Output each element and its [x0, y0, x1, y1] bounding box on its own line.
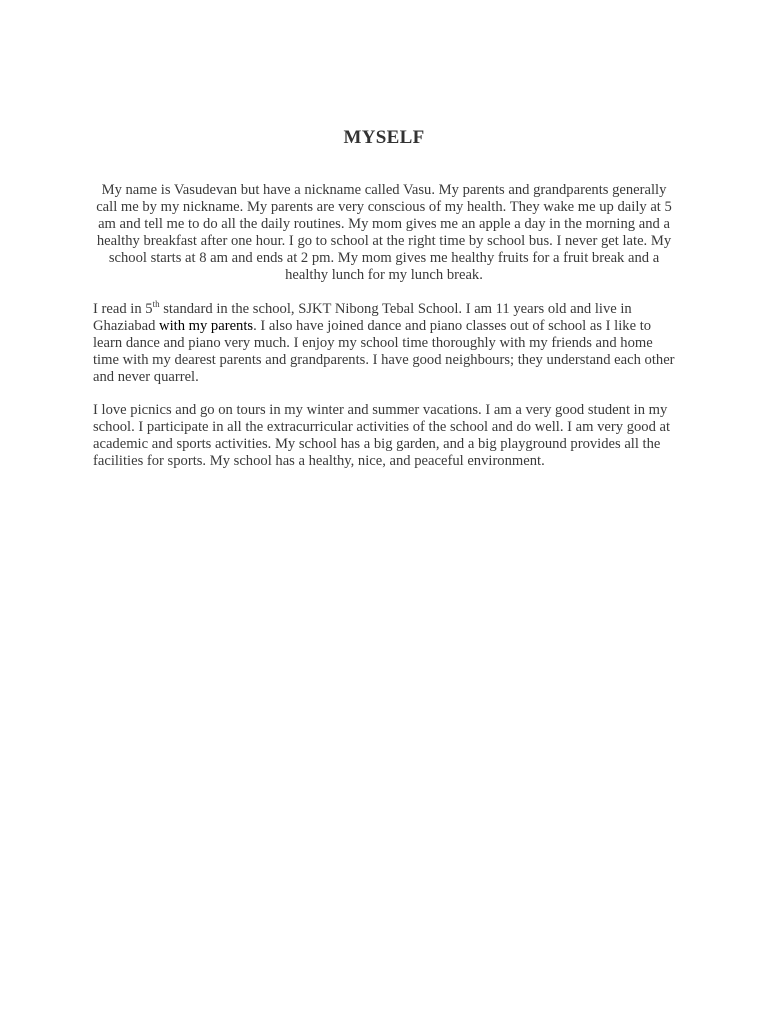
ordinal-superscript: th [152, 299, 160, 310]
paragraph-activities: I love picnics and go on tours in my winter and summer vacations. I am a very good student in my school. I participate in all the extracurricular activities of the school and do well. I am very good at academic and sports activities. My school has a big garden, and a big playground provides all the facilities for sports. My school has a healthy, nice, and peaceful environment. [93, 402, 671, 469]
paragraph-school [93, 301, 677, 386]
paragraph-school-text-1: I read in 5 [93, 301, 153, 317]
paragraph-school-text-2: standard in the school, SJKT Nibong Tebal School. I am 11 years old and live in Ghaziabad [93, 301, 632, 334]
document-title: MYSELF [343, 127, 425, 148]
paragraph-school-text-3: . I also have joined dance and piano classes out of school as I like to learn dance and piano very much. I enjoy my school time thoroughly with my friends and home time with my dearest parents and grandparents. I have good neighbours; they understand each other and never quarrel. [93, 318, 675, 385]
paragraph-intro: My name is Vasudevan but have a nickname called Vasu. My parents and grandparents generally call me by my nickname. My parents are very conscious of my health. They wake me up daily at 5 am and tell me to do all the daily routines. My mom gives me an apple a day in the morning and a healthy breakfast after one hour. I go to school at the right time by school bus. I never get late. My school starts at 8 am and ends at 2 pm. My mom gives me healthy fruits for a fruit break and a healthy lunch for my lunch break. [96, 182, 672, 283]
highlighted-phrase: with my parents [159, 318, 254, 334]
